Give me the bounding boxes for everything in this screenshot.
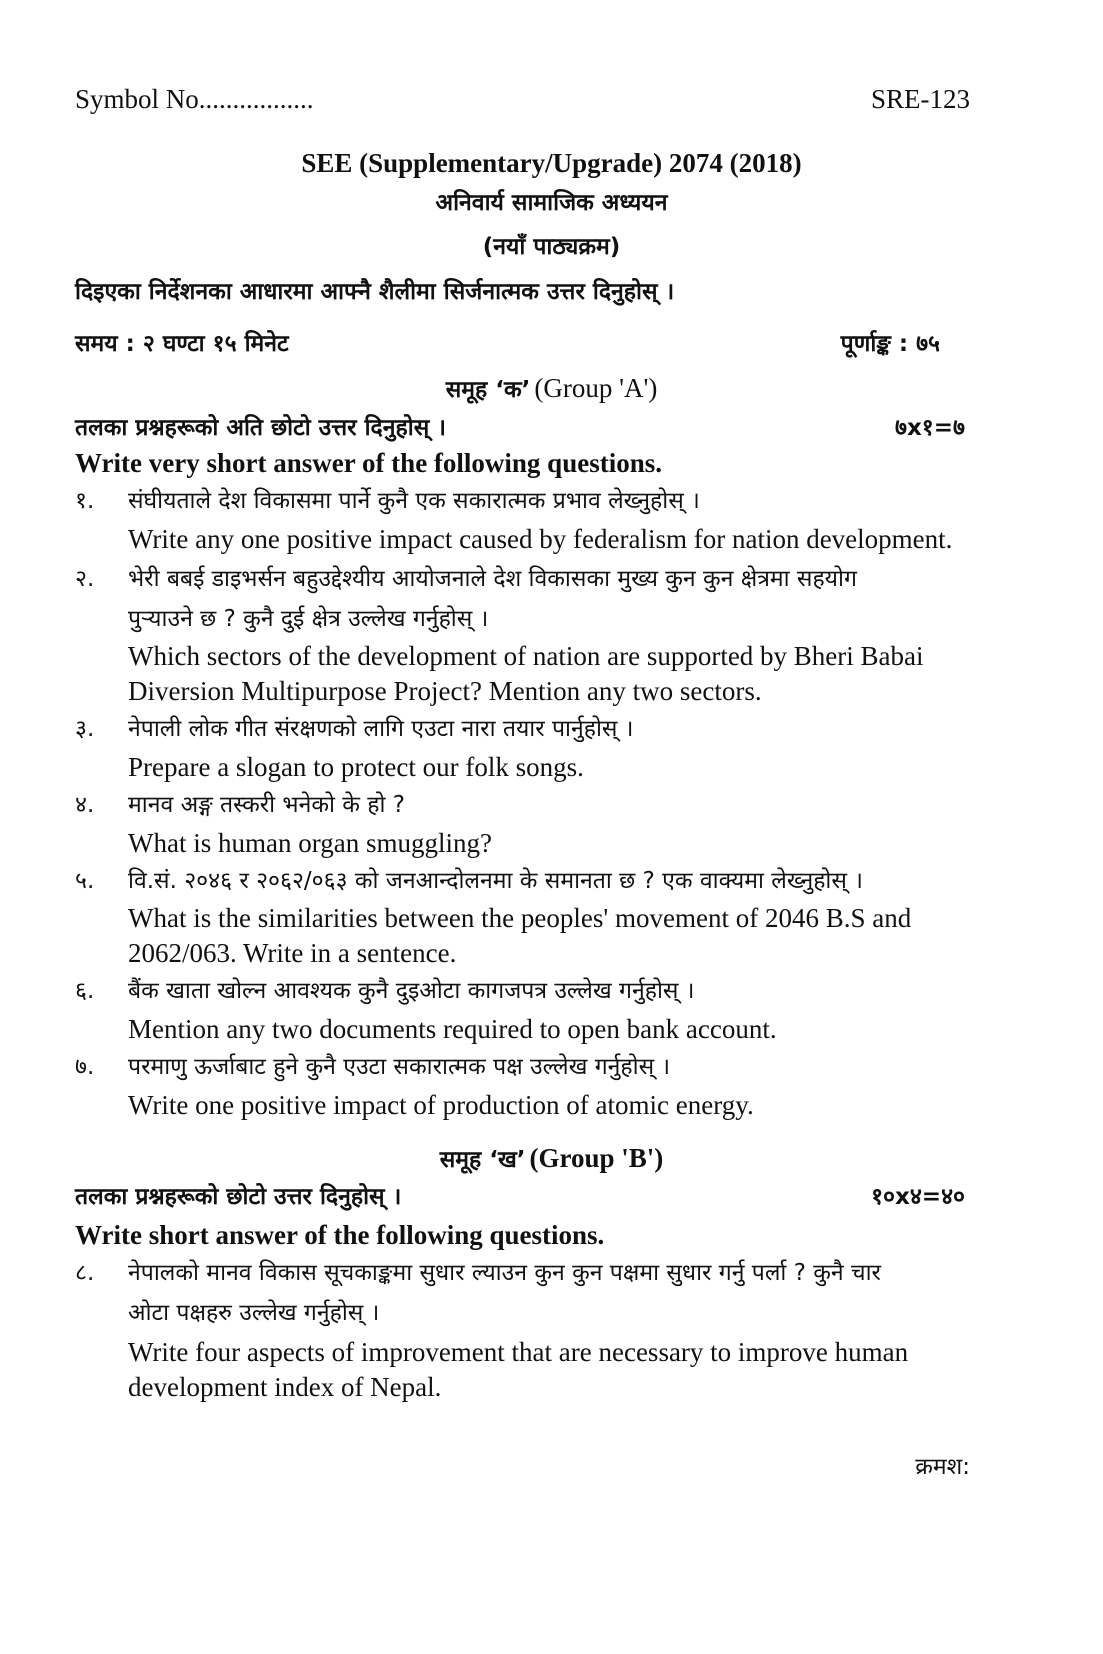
question-text-en: What is the similarities between the peoples' movement of 2046 B.S and [128, 903, 912, 933]
full-marks: पूर्णाङ्क : ७५ [840, 331, 940, 357]
exam-time: समय : २ घण्टा १५ मिनेट [75, 331, 289, 357]
group-a-instruction-np: तलका प्रश्नहरूको अति छोटो उत्तर दिनुहोस् । [75, 415, 446, 441]
question-text-en: Mention any two documents required to open bank account. [128, 1014, 777, 1044]
group-b-marks: १०x४=४० [871, 1184, 965, 1210]
question-text-np: वि.सं. २०४६ र २०६२/०६३ को जनआन्दोलनमा के समानता छ ? एक वाक्यमा लेख्नुहोस् । [128, 868, 863, 894]
group-b-instruction-en: Write short answer of the following questions. [75, 1220, 605, 1250]
question-text-en: Write four aspects of improvement that are necessary to improve human [128, 1337, 909, 1367]
question-text-np: मानव अङ्ग तस्करी भनेको के हो ? [128, 792, 405, 818]
exam-title: SEE (Supplementary/Upgrade) 2074 (2018) [301, 148, 802, 178]
group-a-title-np: समूह ‘क’ [445, 377, 531, 403]
question-text-en: Diversion Multipurpose Project? Mention any two sectors. [128, 676, 762, 706]
question-number: ६. [75, 978, 95, 1004]
question-number: ७. [75, 1054, 95, 1080]
curriculum-label: (नयाँ पाठ्यक्रम) [482, 234, 621, 260]
question-text-en: Write one positive impact of production of atomic energy. [128, 1090, 754, 1120]
continued-label: क्रमश: [915, 1454, 970, 1480]
question-number: २. [75, 566, 95, 592]
subject-title: अनिवार्य सामाजिक अध्ययन [435, 190, 668, 216]
symbol-number: Symbol No................. [75, 84, 314, 114]
group-b-instruction-np: तलका प्रश्नहरूको छोटो उत्तर दिनुहोस् । [75, 1184, 402, 1210]
question-text-en: Prepare a slogan to protect our folk songs. [128, 752, 584, 782]
question-number: ३. [75, 716, 95, 742]
question-text-np: नेपाली लोक गीत संरक्षणको लागि एउटा नारा तयार पार्नुहोस् । [128, 716, 634, 742]
group-a-instruction-en: Write very short answer of the following questions. [75, 448, 662, 478]
question-text-en: What is human organ smuggling? [128, 828, 492, 858]
question-text-en: Write any one positive impact caused by federalism for nation development. [128, 524, 953, 554]
question-text-np: भेरी बबई डाइभर्सन बहुउद्देश्यीय आयोजनाले देश विकासका मुख्य कुन कुन क्षेत्रमा सहयोग [128, 566, 857, 592]
question-number: ५. [75, 868, 95, 894]
group-b-heading [0, 1145, 1103, 1172]
question-number: १. [75, 488, 95, 514]
question-text-en: development index of Nepal. [128, 1372, 442, 1402]
question-text-en: Which sectors of the development of nation are supported by Bheri Babai [128, 641, 924, 671]
question-text-np: संघीयताले देश विकासमा पार्ने कुनै एक सकारात्मक प्रभाव लेख्नुहोस् । [128, 488, 700, 514]
general-instruction: दिइएका निर्देशनका आधारमा आफ्नै शैलीमा सिर्जनात्मक उत्तर दिनुहोस् । [75, 279, 675, 305]
group-a-title-en: (Group 'A') [534, 373, 658, 403]
paper-code: SRE-123 [870, 84, 970, 114]
question-number: ८. [75, 1260, 95, 1286]
group-b-title-np: समूह ‘ख’ [439, 1147, 526, 1173]
question-text-np: नेपालको मानव विकास सूचकाङ्कमा सुधार ल्याउन कुन कुन पक्षमा सुधार गर्नु पर्ला ? कुनै चार [128, 1260, 881, 1286]
group-a-heading [0, 375, 1103, 402]
question-text-np: ओटा पक्षहरु उल्लेख गर्नुहोस् । [128, 1300, 380, 1326]
question-text-en: 2062/063. Write in a sentence. [128, 938, 457, 968]
group-a-marks: ७x१=७ [895, 415, 965, 441]
question-text-np: बैंक खाता खोल्न आवश्यक कुनै दुइओटा कागजपत्र उल्लेख गर्नुहोस् । [128, 978, 695, 1004]
group-b-title-en: (Group 'B') [529, 1143, 664, 1173]
question-text-np: पुऱ्याउने छ ? कुनै दुई क्षेत्र उल्लेख गर्नुहोस् । [128, 606, 489, 632]
question-number: ४. [75, 792, 95, 818]
question-text-np: परमाणु ऊर्जाबाट हुने कुनै एउटा सकारात्मक पक्ष उल्लेख गर्नुहोस् । [128, 1054, 671, 1080]
